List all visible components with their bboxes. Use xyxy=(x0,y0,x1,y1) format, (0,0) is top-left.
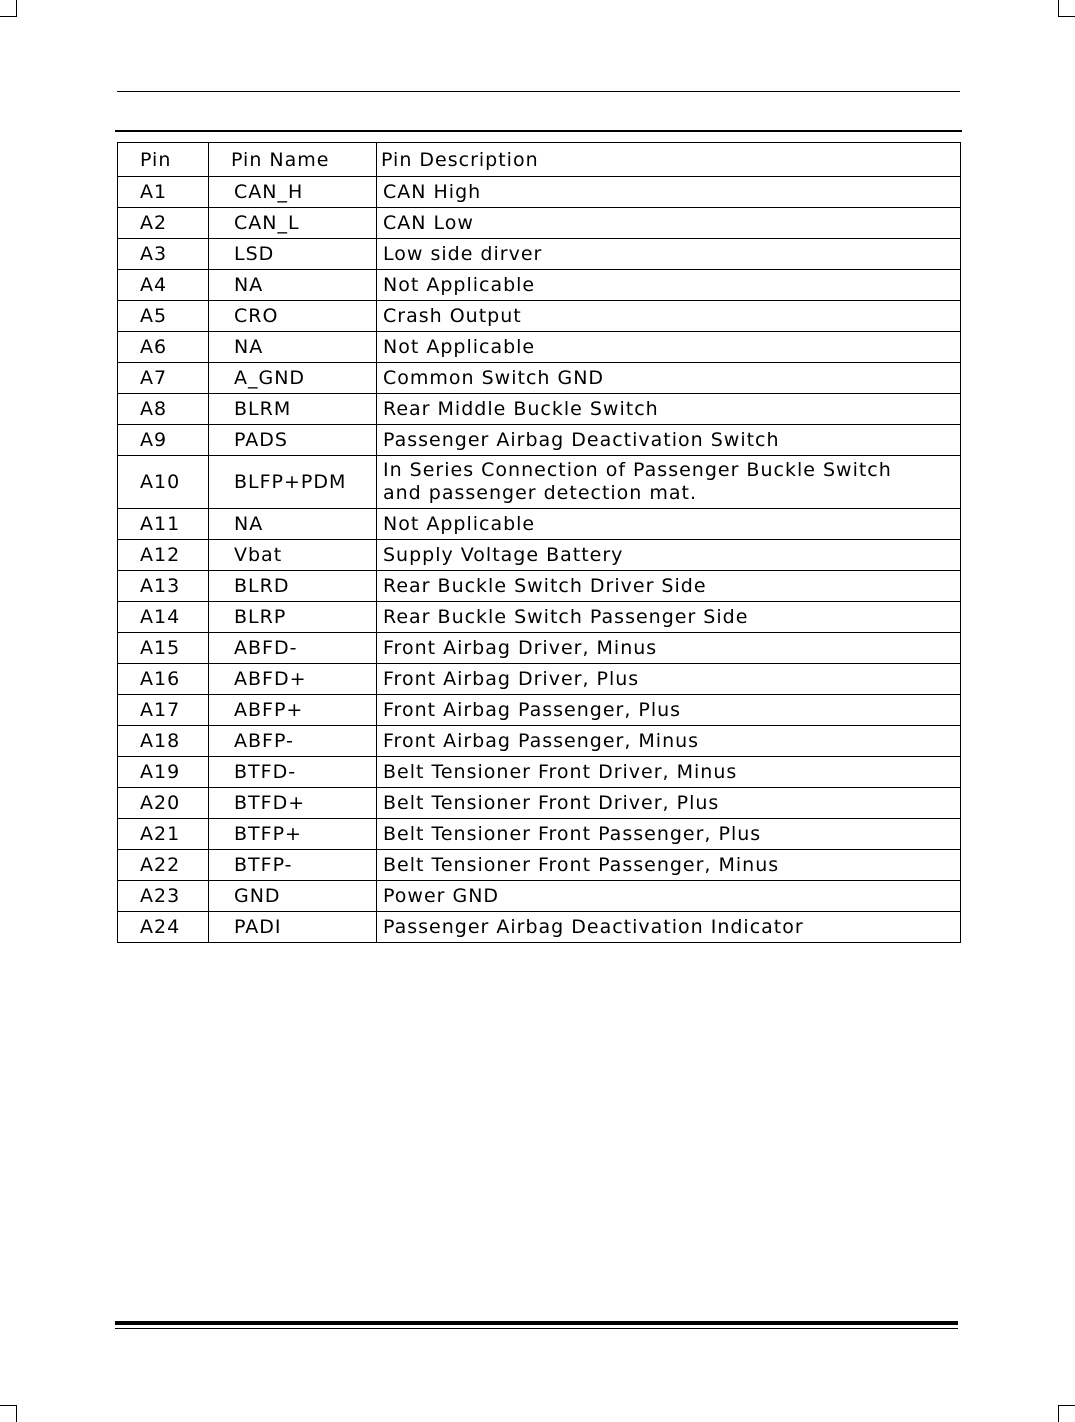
table-row xyxy=(118,208,961,239)
cell-pin: A1 xyxy=(118,177,209,208)
table-row xyxy=(118,819,961,850)
cell-pin: A10 xyxy=(118,456,209,509)
cell-pin-description: Rear Buckle Switch Passenger Side xyxy=(377,602,961,633)
table-row xyxy=(118,509,961,540)
cell-pin: A23 xyxy=(118,881,209,912)
cell-pin-name: BTFP- xyxy=(209,850,377,881)
table-row xyxy=(118,788,961,819)
cell-pin: A2 xyxy=(118,208,209,239)
cell-pin-description: Rear Middle Buckle Switch xyxy=(377,394,961,425)
table-row xyxy=(118,332,961,363)
cell-pin-description: Supply Voltage Battery xyxy=(377,540,961,571)
table-header-row xyxy=(118,143,961,177)
cell-pin-name: BLFP+PDM xyxy=(209,456,377,509)
cell-pin-name: CAN_L xyxy=(209,208,377,239)
cell-pin-description: Belt Tensioner Front Driver, Minus xyxy=(377,757,961,788)
description-line-1: In Series Connection of Passenger Buckle Switch xyxy=(383,459,892,481)
cell-pin-description: Rear Buckle Switch Driver Side xyxy=(377,571,961,602)
pin-table xyxy=(117,142,961,943)
cell-pin-description: Front Airbag Driver, Plus xyxy=(377,664,961,695)
cell-pin: A12 xyxy=(118,540,209,571)
table-row xyxy=(118,571,961,602)
cell-pin: A6 xyxy=(118,332,209,363)
cell-pin-description: Passenger Airbag Deactivation Switch xyxy=(377,425,961,456)
table-row xyxy=(118,757,961,788)
cell-pin-name: NA xyxy=(209,270,377,301)
cell-pin-description xyxy=(377,456,961,509)
table-row xyxy=(118,363,961,394)
cell-pin-name: CAN_H xyxy=(209,177,377,208)
cell-pin: A16 xyxy=(118,664,209,695)
header-rule-second xyxy=(115,130,962,132)
cell-pin-description: CAN Low xyxy=(377,208,961,239)
cell-pin-name: ABFD+ xyxy=(209,664,377,695)
cell-pin-description: Crash Output xyxy=(377,301,961,332)
description-line-2: and passenger detection mat. xyxy=(383,482,698,504)
cell-pin-name: BTFP+ xyxy=(209,819,377,850)
crop-mark-top-left xyxy=(0,0,17,17)
cell-pin: A4 xyxy=(118,270,209,301)
table-row xyxy=(118,301,961,332)
cell-pin-name: NA xyxy=(209,332,377,363)
cell-pin-name: ABFD- xyxy=(209,633,377,664)
cell-pin-description: Low side dirver xyxy=(377,239,961,270)
cell-pin: A8 xyxy=(118,394,209,425)
cell-pin: A17 xyxy=(118,695,209,726)
table-row xyxy=(118,726,961,757)
header-pin-description: Pin Description xyxy=(377,143,961,177)
table-row xyxy=(118,239,961,270)
table-row xyxy=(118,602,961,633)
table-row xyxy=(118,456,961,509)
table-row xyxy=(118,664,961,695)
table-row xyxy=(118,881,961,912)
cell-pin-description: Front Airbag Driver, Minus xyxy=(377,633,961,664)
cell-pin: A22 xyxy=(118,850,209,881)
crop-mark-top-right xyxy=(1058,0,1075,17)
header-rule xyxy=(117,91,960,92)
cell-pin: A3 xyxy=(118,239,209,270)
cell-pin: A14 xyxy=(118,602,209,633)
cell-pin-description: Belt Tensioner Front Driver, Plus xyxy=(377,788,961,819)
cell-pin-description: Not Applicable xyxy=(377,270,961,301)
cell-pin-description: CAN High xyxy=(377,177,961,208)
header-pin: Pin xyxy=(118,143,209,177)
cell-pin-description: Passenger Airbag Deactivation Indicator xyxy=(377,912,961,943)
table-body xyxy=(118,177,961,943)
table-row xyxy=(118,850,961,881)
table-row xyxy=(118,912,961,943)
cell-pin-name: CRO xyxy=(209,301,377,332)
cell-pin: A5 xyxy=(118,301,209,332)
cell-pin-description: Not Applicable xyxy=(377,332,961,363)
cell-pin-name: ABFP- xyxy=(209,726,377,757)
cell-pin-name: Vbat xyxy=(209,540,377,571)
cell-pin-description: Common Switch GND xyxy=(377,363,961,394)
cell-pin-description: Belt Tensioner Front Passenger, Minus xyxy=(377,850,961,881)
cell-pin-name: NA xyxy=(209,509,377,540)
cell-pin-name: ABFP+ xyxy=(209,695,377,726)
footer-rule-thin xyxy=(115,1328,958,1329)
cell-pin-description: Front Airbag Passenger, Minus xyxy=(377,726,961,757)
cell-pin-name: A_GND xyxy=(209,363,377,394)
cell-pin-name: BTFD- xyxy=(209,757,377,788)
cell-pin-name: BLRP xyxy=(209,602,377,633)
cell-pin-name: PADS xyxy=(209,425,377,456)
cell-pin-description: Not Applicable xyxy=(377,509,961,540)
footer-rule-thick xyxy=(115,1321,958,1325)
table-row xyxy=(118,425,961,456)
crop-mark-bottom-right xyxy=(1058,1405,1075,1422)
cell-pin: A21 xyxy=(118,819,209,850)
cell-pin: A9 xyxy=(118,425,209,456)
cell-pin-name: PADI xyxy=(209,912,377,943)
cell-pin-name: LSD xyxy=(209,239,377,270)
cell-pin-description: Power GND xyxy=(377,881,961,912)
cell-pin: A11 xyxy=(118,509,209,540)
table-row xyxy=(118,633,961,664)
table-row xyxy=(118,695,961,726)
cell-pin: A13 xyxy=(118,571,209,602)
cell-pin-description: Front Airbag Passenger, Plus xyxy=(377,695,961,726)
table-row xyxy=(118,177,961,208)
cell-pin-name: BLRD xyxy=(209,571,377,602)
cell-pin: A20 xyxy=(118,788,209,819)
crop-mark-bottom-left xyxy=(0,1405,17,1422)
cell-pin: A7 xyxy=(118,363,209,394)
cell-pin: A15 xyxy=(118,633,209,664)
cell-pin-name: BTFD+ xyxy=(209,788,377,819)
cell-pin-name: BLRM xyxy=(209,394,377,425)
table-row xyxy=(118,270,961,301)
cell-pin: A18 xyxy=(118,726,209,757)
table-row xyxy=(118,540,961,571)
header-pin-name: Pin Name xyxy=(209,143,377,177)
table-row xyxy=(118,394,961,425)
cell-pin: A19 xyxy=(118,757,209,788)
cell-pin: A24 xyxy=(118,912,209,943)
cell-pin-name: GND xyxy=(209,881,377,912)
cell-pin-description: Belt Tensioner Front Passenger, Plus xyxy=(377,819,961,850)
